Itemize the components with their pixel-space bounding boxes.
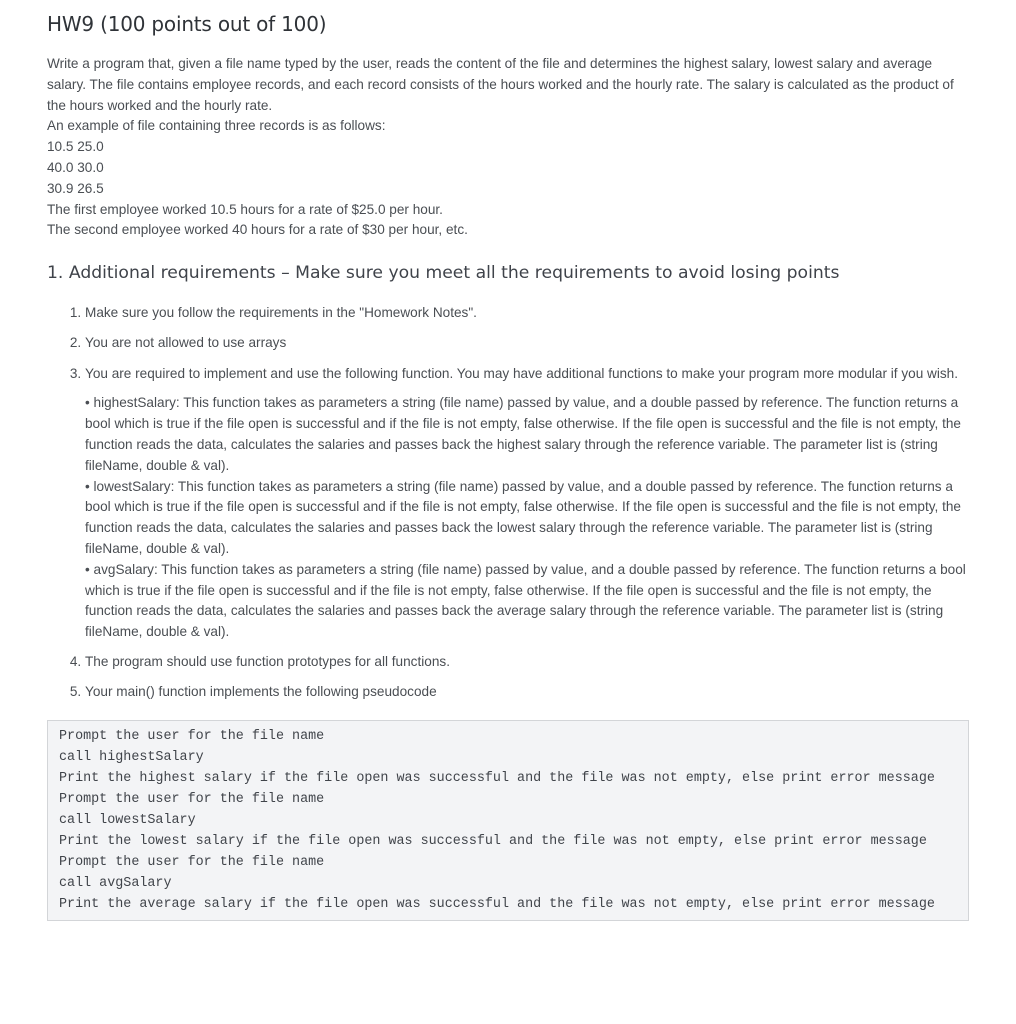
requirement-text: You are required to implement and use the following function. You may have additional functions to make your program more modular if you wish. [85, 365, 959, 381]
requirement-item [85, 682, 972, 703]
code-line: Print the highest salary if the file open was successful and the file was not empty, else print error message [59, 771, 935, 787]
requirement-text: Make sure you follow the requirements in the "Homework Notes". [85, 305, 477, 321]
code-line: Print the lowest salary if the file open was successful and the file was not empty, else print error message [59, 833, 927, 849]
requirement-text: Your main() function implements the following pseudocode [85, 684, 437, 700]
code-line: Prompt the user for the file name [59, 729, 325, 745]
pseudocode-block [47, 720, 969, 921]
intro-explanation-1: The first employee worked 10.5 hours for a rate of $25.0 per hour. [47, 201, 443, 217]
function-descriptions [85, 393, 972, 643]
requirement-item [85, 303, 972, 324]
function-lowest-salary: • lowestSalary: This function takes as parameters a string (file name) passed by value, and a double passed by reference. The function returns a bool which is true if the file open is successful and if the file is not empty, false otherwise. If the file open is successful and the file is not empty, the function reads the data, calculates the salaries and passes back the lowest salary through the reference variable. The parameter list is (string fileName, double & val). [85, 478, 961, 556]
code-line: call highestSalary [59, 750, 204, 766]
requirement-item [85, 333, 972, 354]
code-line: Prompt the user for the file name [59, 792, 325, 807]
code-line: call avgSalary [59, 875, 172, 891]
page-title: HW9 (100 points out of 100) [47, 12, 327, 36]
requirement-item [85, 652, 972, 673]
function-avg-salary: • avgSalary: This function takes as parameters a string (file name) passed by value, and a double passed by reference. The function returns a bool which is true if the file open is successful and if the file is not empty, false otherwise. If the file open is successful and the file is not empty, the function reads the data, calculates the salaries and passes back the average salary through the reference variable. The parameter list is (string fileName, double & val). [85, 561, 966, 640]
intro-description: Write a program that, given a file name typed by the user, reads the content of the file and determines the highest salary, lowest salary and average salary. The file contains employee records, and each record consists of the hours worked and the hourly rate. The salary is calculated as the product of the hours worked and the hourly rate. [47, 56, 954, 113]
requirements-list [47, 303, 972, 703]
function-highest-salary: • highestSalary: This function takes as parameters a string (file name) passed by value, and a double passed by reference. The function returns a bool which is true if the file open is successful and if the file is not empty, false otherwise. If the file open is successful and the file is not empty, the function reads the data, calculates the salaries and passes back the highest salary through the reference variable. The parameter list is (string fileName, double & val). [85, 395, 961, 473]
section-heading: 1. Additional requirements – Make sure you meet all the requirements to avoid losing points [47, 263, 840, 284]
code-line: Prompt the user for the file name [59, 854, 325, 870]
requirement-text: You are not allowed to use arrays [85, 335, 287, 351]
assignment-page [47, 10, 972, 921]
example-record-2: 40.0 30.0 [47, 159, 104, 175]
example-record-3: 30.9 26.5 [47, 180, 104, 196]
intro-section [47, 54, 972, 241]
code-line: Print the average salary if the file open was successful and the file was not empty, else print error message [59, 896, 935, 912]
example-record-1: 10.5 25.0 [47, 139, 104, 155]
requirement-item [85, 364, 972, 643]
intro-explanation-2: The second employee worked 40 hours for a rate of $30 per hour, etc. [47, 222, 468, 238]
requirement-text: The program should use function prototypes for all functions. [85, 654, 450, 670]
intro-example-label: An example of file containing three records is as follows: [47, 118, 386, 134]
code-line: call lowestSalary [59, 812, 196, 828]
